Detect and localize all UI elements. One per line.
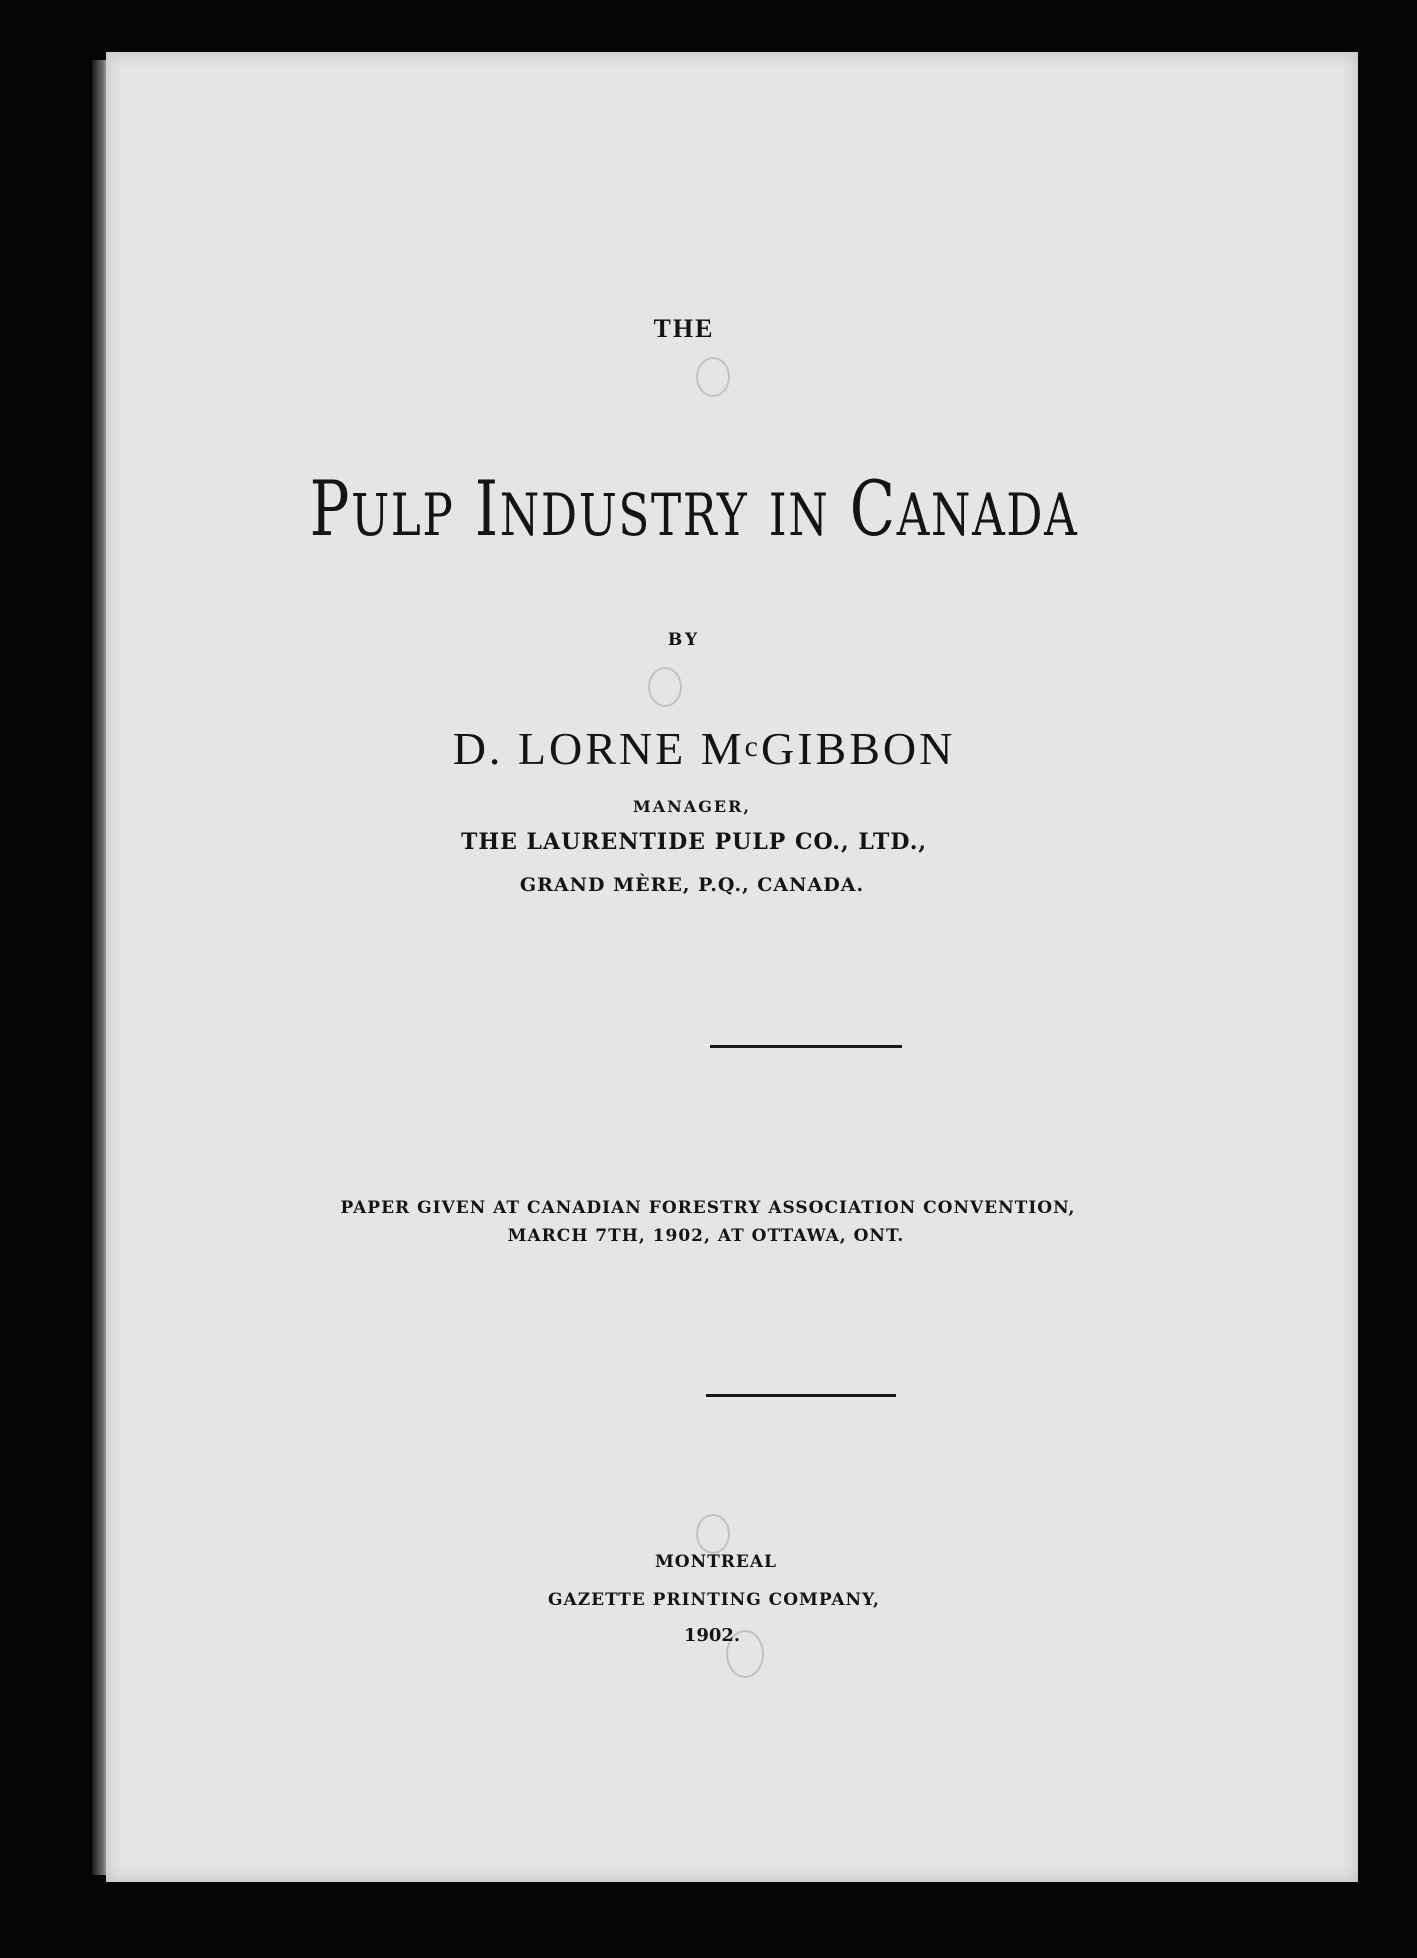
author-name [78,722,1330,775]
divider-rule [710,1045,902,1048]
title-word-4-rest: ANADA [896,481,1079,549]
faint-stamp-mark [696,1514,730,1554]
publication-year: 1902. [683,1625,741,1646]
faint-stamp-mark [696,357,730,397]
title-word-1-initial: P [309,464,352,553]
faint-stamp-mark [648,667,682,707]
publisher-city: MONTREAL [654,1552,778,1572]
author-location: GRAND MÈRE, P.Q., CANADA. [519,874,865,896]
title-article: THE [653,314,715,343]
title-word-3: IN [768,481,830,549]
title-word-4-initial: C [849,464,897,553]
by-label: BY [667,630,701,650]
author-suffix: GIBBON [760,723,956,774]
author-mc: c [744,730,761,763]
publisher-name: GAZETTE PRINTING COMPANY, [548,1590,880,1610]
page-title [206,464,1183,553]
title-page [106,52,1358,1882]
title-word-1-rest: ULP [351,481,455,549]
paper-note-line-1: PAPER GIVEN AT CANADIAN FORESTRY ASSOCIATION CONVENTION, [340,1198,1076,1218]
divider-rule [706,1394,896,1397]
title-word-2-initial: I [474,464,500,553]
author-prefix: D. LORNE M [452,723,745,774]
author-position: MANAGER, [633,797,751,816]
paper-note-line-2: MARCH 7TH, 1902, AT OTTAWA, ONT. [507,1226,905,1246]
author-company: THE LAURENTIDE PULP CO., LTD., [460,829,928,855]
title-word-2-rest: NDUSTRY [499,481,749,549]
